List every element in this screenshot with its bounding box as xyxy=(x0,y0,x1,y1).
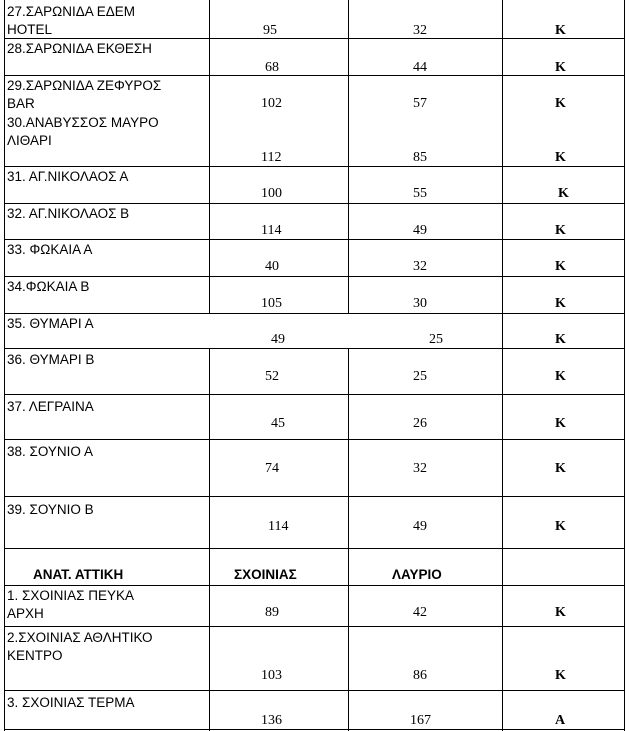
value-col2: 49 xyxy=(413,223,427,238)
value-col1: 103 xyxy=(261,668,282,683)
row-divider xyxy=(4,203,625,204)
value-col2: 55 xyxy=(413,186,427,201)
row-divider xyxy=(4,729,625,730)
status-flag: Κ xyxy=(558,186,569,201)
table-border-right xyxy=(624,0,625,731)
value-col2: 32 xyxy=(413,461,427,476)
status-flag: Κ xyxy=(555,332,566,347)
location-name: 35. ΘΥΜΑΡΙ Α xyxy=(7,316,94,331)
section-header-region: ΑΝΑΤ. ΑΤΤΙΚΗ xyxy=(33,567,124,582)
value-col1: 74 xyxy=(265,461,279,476)
location-name: 32. ΑΓ.ΝΙΚΟΛΑΟΣ Β xyxy=(7,206,130,221)
status-flag: Κ xyxy=(555,369,566,384)
row-divider xyxy=(4,585,625,586)
location-name: ΛΙΘΑΡΙ xyxy=(7,133,52,148)
value-col1: 105 xyxy=(261,296,282,311)
location-name: 31. ΑΓ.ΝΙΚΟΛΑΟΣ Α xyxy=(7,169,129,184)
location-name: ΑΡΧΗ xyxy=(7,606,44,621)
row-divider xyxy=(4,690,625,691)
value-col1: 95 xyxy=(263,23,277,38)
location-name: 1. ΣΧΟΙΝΙΑΣ ΠΕΥΚΑ xyxy=(7,588,134,603)
row-divider xyxy=(4,394,625,395)
location-name: 2.ΣΧΟΙΝΙΑΣ ΑΘΛΗΤΙΚΟ xyxy=(7,630,153,645)
value-col2: 25 xyxy=(429,332,443,347)
location-name: 37. ΛΕΓΡΑΙΝΑ xyxy=(7,399,94,414)
location-name: 28.ΣΑΡΩΝΙΔΑ ΕΚΘΕΣΗ xyxy=(7,41,152,56)
value-col1: 100 xyxy=(261,186,282,201)
row-divider xyxy=(4,348,625,349)
row-divider xyxy=(4,626,625,627)
location-name: 30.ΑΝΑΒΥΣΣΟΣ ΜΑΥΡΟ xyxy=(7,115,159,130)
row-divider xyxy=(4,548,625,549)
status-flag: Κ xyxy=(555,96,566,111)
column-divider-3 xyxy=(502,0,503,731)
status-flag: Κ xyxy=(555,223,566,238)
status-flag: Κ xyxy=(555,150,566,165)
value-col2: 42 xyxy=(413,605,427,620)
status-flag: Κ xyxy=(555,519,566,534)
column-divider-1 xyxy=(209,0,210,313)
status-flag: Κ xyxy=(555,416,566,431)
row-divider xyxy=(4,239,625,240)
location-name: BAR xyxy=(7,96,35,111)
location-name: 38. ΣΟΥΝΙΟ Α xyxy=(7,444,93,459)
location-name: 27.ΣΑΡΩΝΙΔΑ ΕΔΕΜ xyxy=(7,4,136,19)
column-divider-1 xyxy=(209,348,210,731)
value-col1: 45 xyxy=(271,416,285,431)
value-col1: 112 xyxy=(261,150,282,165)
value-col1: 68 xyxy=(265,60,279,75)
value-col2: 25 xyxy=(413,369,427,384)
value-col1: 89 xyxy=(265,605,279,620)
row-divider xyxy=(4,75,625,76)
section-header-col2: ΛΑΥΡΙΟ xyxy=(392,567,442,582)
location-name: ΚΕΝΤΡΟ xyxy=(7,648,63,663)
row-divider xyxy=(4,276,625,277)
value-col2: 32 xyxy=(413,23,427,38)
location-name: 36. ΘΥΜΑΡΙ Β xyxy=(7,352,95,367)
value-col2: 86 xyxy=(413,668,427,683)
location-name: 3. ΣΧΟΙΝΙΑΣ ΤΕΡΜΑ xyxy=(7,695,135,710)
value-col2: 26 xyxy=(413,416,427,431)
column-divider-2 xyxy=(348,0,349,313)
value-col1: 40 xyxy=(265,259,279,274)
value-col1: 102 xyxy=(261,96,282,111)
row-divider xyxy=(4,313,625,314)
value-col2: 49 xyxy=(413,519,427,534)
table-border-left xyxy=(4,0,5,731)
row-divider xyxy=(4,439,625,440)
status-flag: Κ xyxy=(555,60,566,75)
location-name: HOTEL xyxy=(7,22,53,37)
value-col1: 114 xyxy=(261,223,282,238)
value-col1: 114 xyxy=(268,519,289,534)
row-divider xyxy=(4,166,625,167)
status-flag: Κ xyxy=(555,605,566,620)
status-flag: Κ xyxy=(555,461,566,476)
value-col2: 32 xyxy=(413,259,427,274)
status-flag: Α xyxy=(555,713,566,728)
location-name: 29.ΣΑΡΩΝΙΔΑ ΖΕΦΥΡΟΣ xyxy=(7,78,162,93)
location-name: 39. ΣΟΥΝΙΟ Β xyxy=(7,502,94,517)
value-col1: 136 xyxy=(261,713,282,728)
location-name: 34.ΦΩΚΑΙΑ Β xyxy=(7,279,90,294)
value-col2: 85 xyxy=(413,150,427,165)
status-flag: Κ xyxy=(555,259,566,274)
value-col2: 44 xyxy=(413,60,427,75)
status-flag: Κ xyxy=(555,23,566,38)
value-col2: 30 xyxy=(413,296,427,311)
value-col2: 167 xyxy=(410,713,431,728)
column-divider-2 xyxy=(348,348,349,731)
value-col1: 52 xyxy=(265,369,279,384)
section-header-col1: ΣΧΟΙΝΙΑΣ xyxy=(234,567,297,582)
row-divider xyxy=(4,496,625,497)
value-col1: 49 xyxy=(271,332,285,347)
value-col2: 57 xyxy=(413,96,427,111)
status-flag: Κ xyxy=(555,668,566,683)
status-flag: Κ xyxy=(555,296,566,311)
row-divider xyxy=(4,38,625,39)
location-name: 33. ΦΩΚΑΙΑ Α xyxy=(7,242,93,257)
